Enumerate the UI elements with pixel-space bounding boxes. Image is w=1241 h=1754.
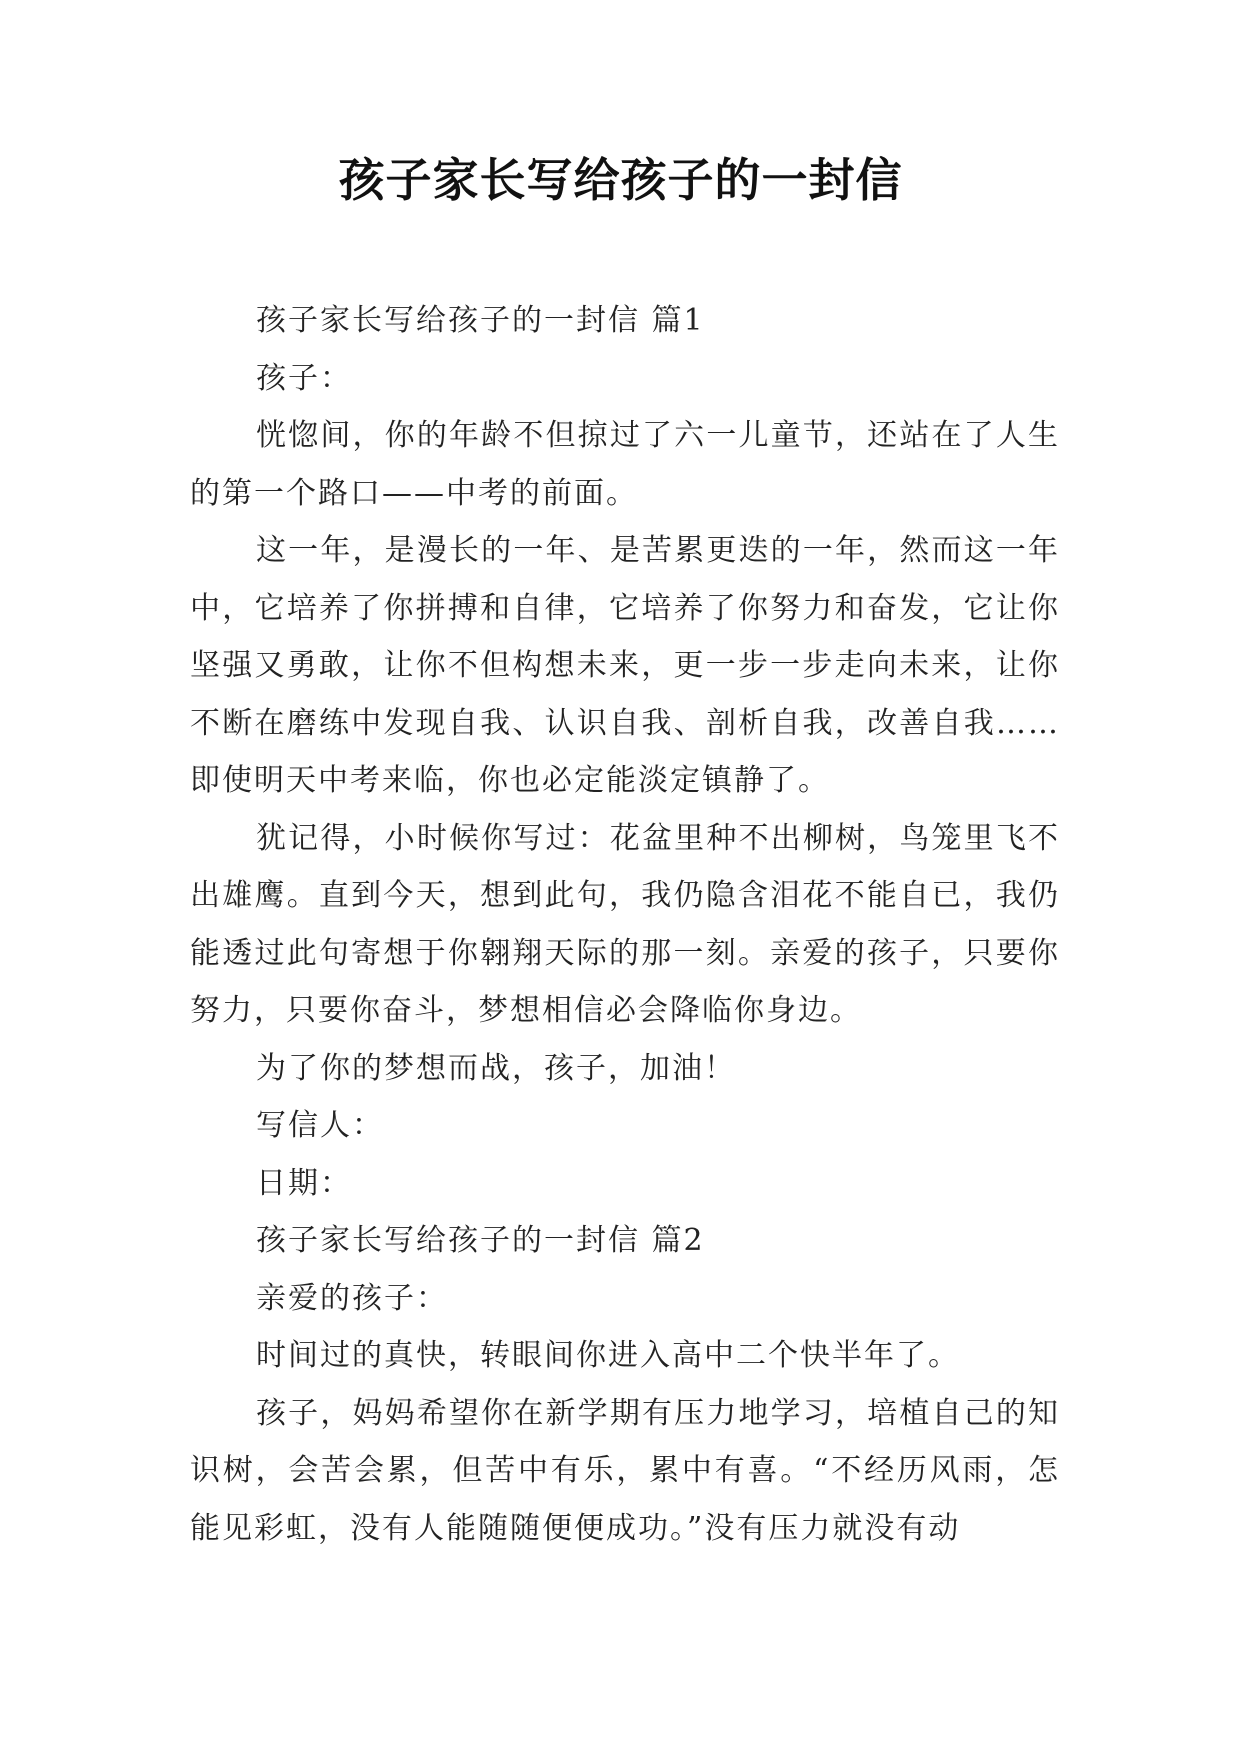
document-title: 孩子家长写给孩子的一封信 <box>338 153 903 207</box>
section-heading-1: 孩子家长写给孩子的一封信 篇1 <box>256 303 705 338</box>
paragraph: 时间过的真快，转眼间你进入高中二个快半年了。 <box>256 1338 960 1373</box>
date-line: 日期： <box>256 1165 352 1201</box>
paragraph: 犹记得，小时候你写过：花盆里种不出柳树，鸟笼里飞不出雄鹰。直到今天，想到此句，我仍隐含泪花不能自已，我仍能透过此句寄想于你翱翔天际的那一刻。亲爱的孩子，只要你努力，只要你奋斗，梦想相信必会降临你身边。 <box>190 820 1060 1028</box>
document-body <box>190 292 1060 1557</box>
paragraph: 恍惚间，你的年龄不但掠过了六一儿童节，还站在了人生的第一个路口——中考的前面。 <box>190 418 1060 511</box>
salutation-1: 孩子： <box>256 360 352 396</box>
section-heading-2: 孩子家长写给孩子的一封信 篇2 <box>256 1223 705 1258</box>
signature-line: 写信人： <box>256 1108 384 1143</box>
paragraph: 为了你的梦想而战，孩子，加油！ <box>256 1050 736 1086</box>
paragraph: 孩子，妈妈希望你在新学期有压力地学习，培植自己的知识树，会苦会累，但苦中有乐，累中有喜。“不经历风雨，怎能见彩虹，没有人能随随便便成功。”没有压力就没有动 <box>190 1395 1060 1546</box>
salutation-2: 亲爱的孩子： <box>256 1280 448 1316</box>
paragraph: 这一年，是漫长的一年、是苦累更迭的一年，然而这一年中，它培养了你拼搏和自律，它培养了你努力和奋发，它让你坚强又勇敢，让你不但构想未来，更一步一步走向未来，让你不断在磨练中发现自我、认识自我、剖析自我，改善自我……即使明天中考来临，你也必定能淡定镇静了。 <box>190 533 1060 798</box>
